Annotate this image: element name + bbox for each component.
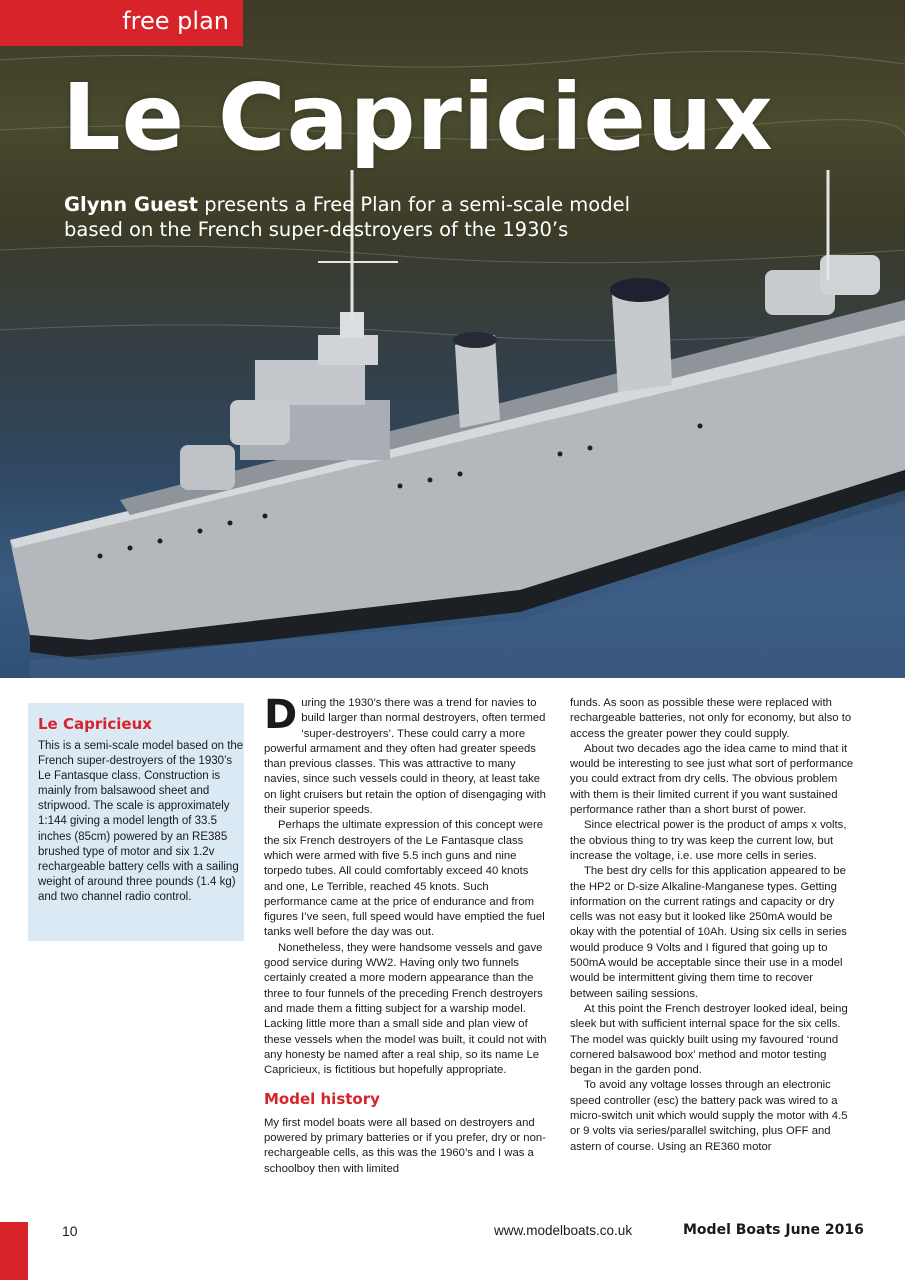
paragraph: funds. As soon as possible these were replaced with rechargeable batteries, not only for economy, but also to access the greater power they could supply. — [570, 697, 852, 740]
footer-red-bar — [0, 1222, 28, 1280]
paragraph — [264, 692, 548, 818]
paragraph: To avoid any voltage losses through an electronic speed controller (esc) the battery pack was wired to a micro-switch unit which would supply the motor with 4.5 or 9 volts via series/parallel switching, plus OFF and astern of course. Using an RE360 motor — [570, 1079, 848, 1153]
subtitle-text: presents a Free Plan for a semi-scale model based on the French super-destroyers of the 1930’s — [64, 193, 631, 241]
paragraph: Perhaps the ultimate expression of this concept were the six French destroyers of the Le Fantasque class which were armed with five 5.5 inch guns and nine torpedo tubes. All could comfortably exceed 40 knots and one, Le Terrible, reached 45 knots. Such performance came at the price of endurance and from figures I’ve seen, full speed would have emptied the fuel tanks well before the day was out. — [264, 819, 545, 939]
paragraph: At this point the French destroyer looked ideal, being sleek but with sufficient internal space for the six cells. The model was quickly built using my favoured ‘round cornered balsawood box’ method and motor testing began in the garden pond. — [570, 1002, 848, 1077]
article-column-2 — [570, 696, 857, 1155]
page-number: 10 — [62, 1223, 78, 1239]
website-url[interactable]: www.modelboats.co.uk — [494, 1223, 633, 1238]
paragraph-text: uring the 1930’s there was a trend for navies to build larger than normal destroyers, often termed ‘super-destroyers’. These could carry a more powerful armament and they often had greater speeds than previous classes. This was attractive to many navies, since such vessels could in theory, at least take on light cruisers but retain the option of disengaging with their superior speeds. — [264, 697, 546, 817]
drop-cap: D — [264, 692, 298, 738]
info-sidebar — [28, 703, 244, 941]
paragraph: About two decades ago the idea came to mind that it would be interesting to see just what sort of performance you could extract from dry cells. The obvious problem with them is their limited current if you want sustained performance rather than a short burst of power. — [570, 742, 854, 817]
paragraph: Since electrical power is the product of amps x volts, the obvious thing to try was keep the current low, but increase the voltage, i.e. use more cells in series. — [570, 819, 847, 862]
sidebar-body: This is a semi-scale model based on the French super-destroyers of the 1930’s Le Fantasque class. Construction is mainly from balsawood sheet and stripwood. The scale is approximately 1:144 giving a model length of 33.5 inches (85cm) powered by an RE385 brushed type of motor and six 1.2v rechargeable battery cells with a sailing weight of around three pounds (1.4 kg) and two channel radio control. — [38, 740, 244, 903]
magazine-issue: Model Boats June 2016 — [683, 1222, 864, 1238]
article-subtitle — [64, 192, 684, 242]
section-heading: Model history — [264, 1090, 380, 1109]
article-title: Le Capricieux — [62, 64, 774, 171]
article-column-1 — [264, 692, 548, 1177]
sidebar-heading: Le Capricieux — [38, 715, 152, 733]
paragraph: Nonetheless, they were handsome vessels and gave good service during WW2. Having only two funnels certainly created a more modern appearance than the three to four funnels of the preceding French destroyers and made them a fitting subject for a warship model. Lacking little more than a small side and plan view of these vessels when the model was built, it could not with any honesty be named after a real ship, so its name Le Capricieux, is fictitious but hopefully appropriate. — [264, 941, 547, 1077]
paragraph: My first model boats were all based on destroyers and powered by primary batteries or if you prefer, dry or non-rechargeable cells, as this was the 1960’s and I was a schoolboy then with limited — [264, 1116, 546, 1175]
paragraph: The best dry cells for this application appeared to be the HP2 or D-size Alkaline-Manganese types. Getting information on the current ratings and capacity or dry cells was not easy but it looked like 250mA would be okay with the potential of 10Ah. Using six cells in series would produce 9 Volts and I figured that going up to 500mA would be acceptable since their use in a model would be intermittent giving them time to recover between sailing sessions. — [570, 865, 847, 1000]
section-tag-label: free plan — [122, 7, 229, 35]
section-tag — [0, 0, 243, 46]
author-name: Glynn Guest — [64, 193, 198, 216]
